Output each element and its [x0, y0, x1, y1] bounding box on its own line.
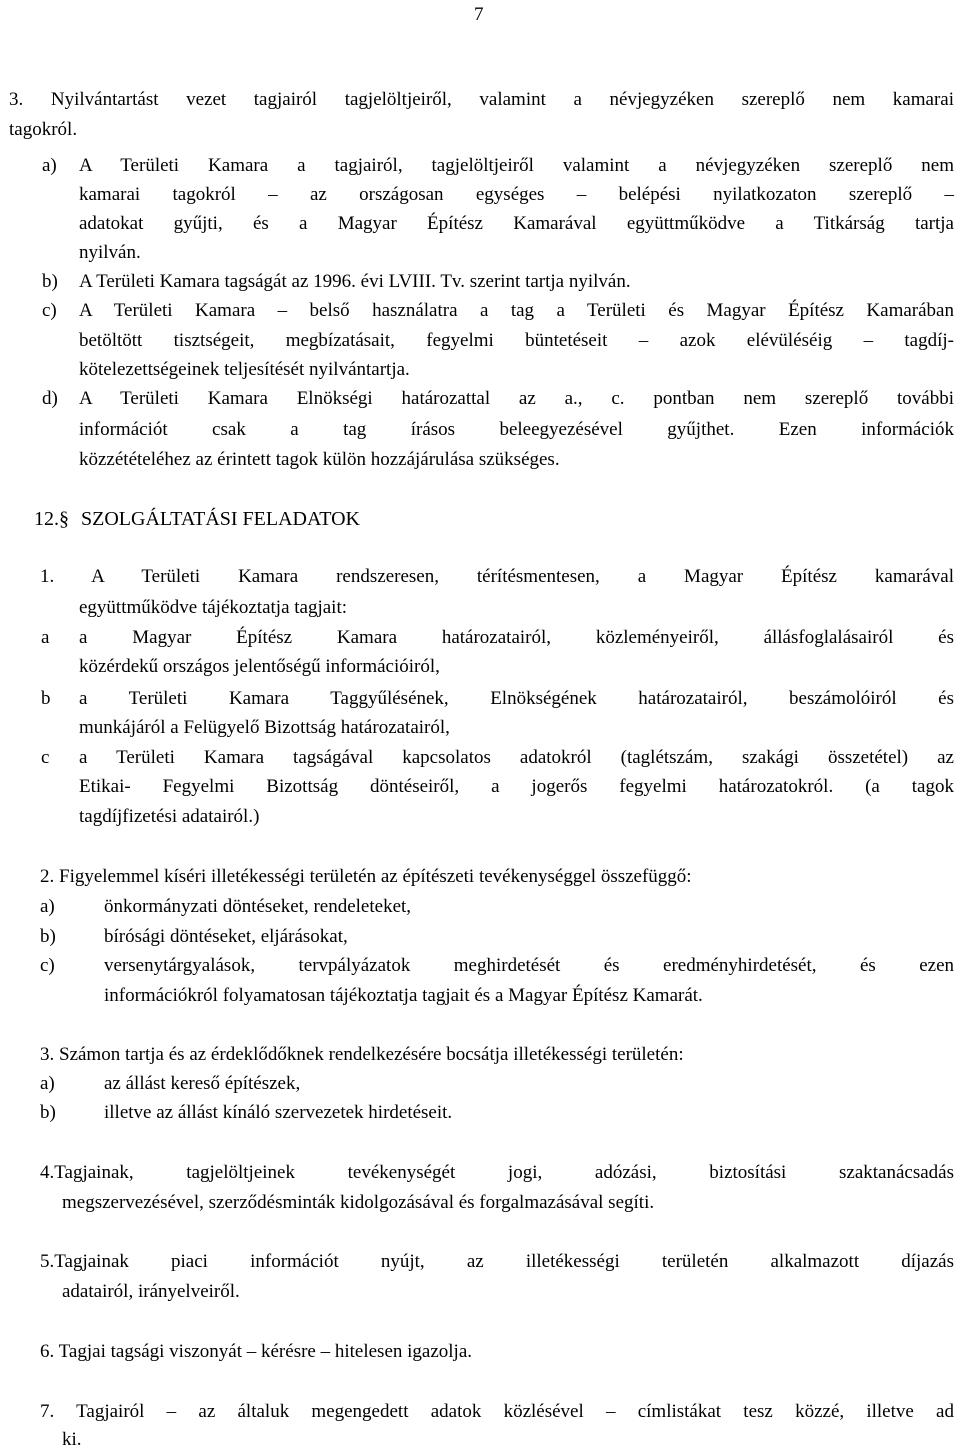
item3-d-line-3: közzétételéhez az érintett tagok külön hozzájárulása szükséges. — [79, 449, 560, 470]
point1-b-line-2: munkájáról a Felügyelő Bizottság határozatairól, — [79, 717, 450, 738]
point3-line-1: 3. Számon tartja és az érdeklődőknek rendelkezésére bocsátja illetékességi területén: — [40, 1044, 684, 1065]
point7-line-2: ki. — [62, 1429, 82, 1450]
item3-a-line-1: A Területi Kamara a tagjairól, tagjelöltjeiről valamint a névjegyzéken szereplő nem — [79, 155, 954, 176]
page-number: 7 — [474, 4, 484, 25]
point5-line-1: 5.Tagjainak piaci információt nyújt, az illetékességi területén alkalmazott díjazás — [40, 1251, 954, 1272]
item3-d-line-1: A Területi Kamara Elnökségi határozattal az a., c. pontban nem szereplő további — [79, 388, 954, 409]
item3-c-line-1: A Területi Kamara – belső használatra a tag a Területi és Magyar Építész Kamarában — [79, 300, 954, 321]
item3-c-marker: c) — [42, 300, 57, 321]
point1-line-2: együttműködve tájékoztatja tagjait: — [79, 597, 348, 618]
item3-c-line-2: betöltött tisztségeit, megbízatásait, fegyelmi büntetéseit – azok elévüléséig – tagdíj- — [79, 330, 954, 351]
point1-line-1: 1. A Területi Kamara rendszeresen, térítésmentesen, a Magyar Építész kamarával — [40, 566, 954, 587]
point4-line-1: 4.Tagjainak, tagjelöltjeinek tevékenységét jogi, adózási, biztosítási szaktanácsadás — [40, 1162, 954, 1183]
point1-b-marker: b — [41, 688, 51, 709]
point2-b-line-1: bírósági döntéseket, eljárásokat, — [104, 926, 348, 947]
item3-line-2: tagokról. — [9, 119, 78, 140]
point2-line-1: 2. Figyelemmel kíséri illetékességi területén az építészeti tevékenységgel összefüggő: — [40, 866, 692, 887]
point2-c-line-1: versenytárgyalások, tervpályázatok meghirdetését és eredményhirdetését, és ezen — [104, 955, 954, 976]
item3-c-line-3: kötelezettségeinek teljesítését nyilvántartja. — [79, 359, 410, 380]
item3-a-marker: a) — [42, 155, 57, 176]
point6-line-1: 6. Tagjai tagsági viszonyát – kérésre – hitelesen igazolja. — [40, 1341, 473, 1362]
point2-a-marker: a) — [40, 896, 55, 917]
item3-line-1: 3. Nyilvántartást vezet tagjairól tagjelöltjeiről, valamint a névjegyzéken szereplő nem kamarai — [9, 89, 954, 110]
item3-b-line-1: A Területi Kamara tagságát az 1996. évi LVIII. Tv. szerint tartja nyilván. — [79, 271, 631, 292]
item3-d-marker: d) — [42, 388, 58, 409]
point5-line-2: adatairól, irányelveiről. — [62, 1281, 240, 1302]
item3-d-line-2: információt csak a tag írásos beleegyezésével gyűjthet. Ezen információk — [79, 419, 954, 440]
section-number: 12. — [34, 508, 59, 530]
item3-a-line-4: nyilván. — [79, 242, 141, 263]
point1-a-line-1: a Magyar Építész Kamara határozatairól, közleményeiről, állásfoglalásairól és — [79, 627, 954, 648]
point2-b-marker: b) — [40, 926, 56, 947]
point1-c-line-3: tagdíjfizetési adatairól.) — [79, 806, 260, 827]
point3-a-marker: a) — [40, 1073, 55, 1094]
point2-a-line-1: önkormányzati döntéseket, rendeleteket, — [104, 896, 412, 917]
section-title: SZOLGÁLTATÁSI FELADATOK — [81, 508, 360, 530]
point1-a-line-2: közérdekű országos jelentőségű információiról, — [79, 656, 440, 677]
section-symbol: § — [59, 508, 69, 530]
item3-b-marker: b) — [42, 271, 58, 292]
point3-a-line-1: az állást kereső építészek, — [104, 1073, 301, 1094]
point1-c-line-2: Etikai- Fegyelmi Bizottság döntéseiről, a jogerős fegyelmi határozatokról. (a tagok — [79, 776, 954, 797]
point1-a-marker: a — [41, 627, 50, 648]
item3-a-line-2: kamarai tagokról – az országosan egységes – belépési nyilatkozaton szereplő – — [79, 184, 954, 205]
item3-a-line-3: adatokat gyűjti, és a Magyar Építész Kamarával együttműködve a Titkárság tartja — [79, 213, 954, 234]
point4-line-2: megszervezésével, szerződésminták kidolgozásával és forgalmazásával segíti. — [62, 1192, 655, 1213]
point1-b-line-1: a Területi Kamara Taggyűlésének, Elnökségének határozatairól, beszámolóiról és — [79, 688, 954, 709]
point1-c-line-1: a Területi Kamara tagságával kapcsolatos adatokról (taglétszám, szakági összetétel) az — [79, 747, 954, 768]
point3-b-line-1: illetve az állást kínáló szervezetek hirdetéseit. — [104, 1102, 453, 1123]
section-heading — [34, 507, 360, 531]
point3-b-marker: b) — [40, 1102, 56, 1123]
point1-c-marker: c — [41, 747, 50, 768]
point7-line-1: 7. Tagjairól – az általuk megengedett adatok közlésével – címlistákat tesz közzé, illetve ad — [40, 1401, 954, 1422]
point2-c-marker: c) — [40, 955, 55, 976]
point2-c-line-2: információkról folyamatosan tájékoztatja tagjait és a Magyar Építész Kamarát. — [104, 985, 703, 1006]
